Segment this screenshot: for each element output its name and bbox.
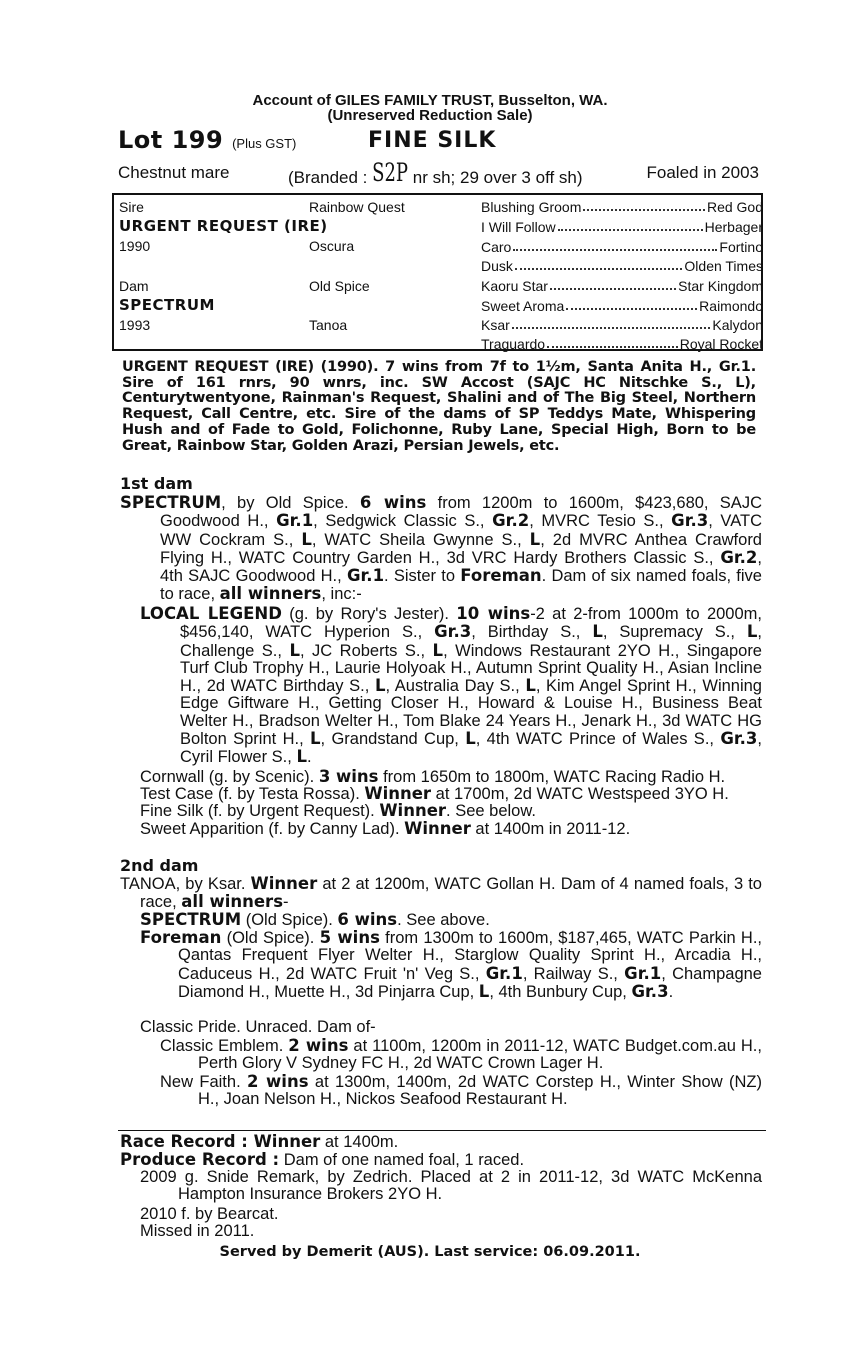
bold-run: L [432,640,444,660]
bold-run: Gr.3 [631,981,669,1001]
ancestor-row: Dusk Olden Times [481,258,763,274]
account-line: Account of GILES FAMILY TRUST, Busselton, WA. [252,92,608,109]
bold-run: Gr.1 [276,511,314,531]
ancestor-row: Ksar Kalydon [481,317,763,333]
text-run: . See below. [446,802,536,820]
bold-run: Gr.1 [485,963,523,983]
text-run: (Old Spice). [221,929,320,947]
dam-label: Dam [119,278,149,294]
progeny-test-case [140,785,780,803]
text-run: -2 at 2-from 1000m to 2000m, $456,140, WATC Hyperion S., [180,605,762,642]
horse-name: FINE SILK [368,128,497,153]
bold-run: Gr.3 [434,622,472,642]
text-run: , Challenge S., [180,623,762,660]
bold-run: Produce Record : [120,1150,280,1169]
bold-run: Winner [364,784,432,803]
text-run: . See above. [397,911,490,929]
bold-run: L [592,622,603,642]
text-run: (g. by Rory's Jester). [281,605,457,623]
bold-run: Gr.2 [720,547,758,567]
bold-run: 10 wins [456,604,531,623]
produce-2011 [140,1223,762,1240]
text-run: (Old Spice). [241,911,338,929]
bold-run: L [746,622,758,642]
text-run: Test Case (f. by Testa Rossa). [140,785,365,803]
progeny-sweet-apparition [140,820,780,838]
text-run: , JC Roberts S., [299,641,433,660]
bold-run: all winners [219,584,322,604]
text-run: , MVRC Tesio S., [529,512,672,531]
bold-run: Winner [404,819,471,838]
ancestor-row: Sweet Aroma Raimondo [481,298,763,314]
bold-run: all winners [181,892,284,912]
text-run: , inc:- [321,585,362,604]
text-run: at 2 at 1200m, WATC Gollan H. Dam of 4 named foals, 3 to race, [140,875,762,912]
bold-run: L [301,529,312,549]
grandprogeny-new-faith [160,1073,762,1109]
text-run: Classic Pride. Unraced. Dam of- [140,1018,376,1036]
progeny-cornwall [140,768,780,786]
bold-run: L [525,676,536,696]
ancestor-row: Traguardo Royal Rocket [481,336,763,352]
colour-sex: Chestnut mare [118,163,230,182]
text-run: , Supremacy S., [602,623,747,642]
section-divider [118,1130,766,1131]
bold-run: L [465,729,476,749]
text-run: , Australia Day S., [385,677,526,696]
bold-run: 6 wins [359,493,427,512]
text-run: , Cyril Flower S., [180,730,762,767]
second-dam-heading: 2nd dam [120,856,199,875]
text-run: TANOA, by Ksar. [120,875,251,893]
pedigree-table [112,193,763,351]
branded-prefix: (Branded : [288,168,368,187]
progeny-classic-pride [140,1019,762,1036]
text-run: , 4th Bunbury Cup, [489,982,632,1001]
bold-run: L [310,729,321,749]
service-note: Served by Demerit (AUS). Last service: 06.09.2011. [219,1244,641,1260]
text-run: Dam of one named foal, 1 raced. [279,1151,525,1169]
text-run: at 1400m in 2011-12. [470,820,631,838]
lot-number [118,126,296,154]
sale-note: (Unreserved Reduction Sale) [327,107,533,124]
text-run: , by Old Spice. [221,494,360,512]
text-run: 2010 f. by Bearcat. [140,1205,279,1223]
lot-label: Lot 199 [118,126,224,154]
text-run: , Birthday S., [471,623,593,642]
first-dam-heading: 1st dam [120,474,193,493]
text-run: , Grandstand Cup, [320,730,466,749]
bold-run: 2 wins [247,1072,309,1091]
bold-run: L [289,640,300,660]
ancestor-row: I Will Follow Herbager [481,219,763,235]
text-run: . [668,982,674,1001]
foaled-year: Foaled in 2003 [646,163,759,182]
text-run: at 1100m, 1200m in 2011-12, WATC Budget.com.au H., Perth Glory V Sydney FC H., 2d WATC Crown Lager H. [198,1037,762,1073]
progeny-spectrum [140,911,762,929]
bold-run: 5 wins [319,928,380,947]
text-run: Fine Silk (f. by Urgent Request). [140,802,380,820]
bold-run: L [374,676,386,696]
first-dam-paragraph [120,494,762,604]
bold-run: Gr.3 [671,511,709,531]
bold-run: Gr.1 [346,566,385,586]
bold-run: 2 wins [288,1036,349,1055]
text-run: at 1700m, 2d WATC Westspeed 3YO H. [431,785,729,803]
text-run: , WATC Sheila Gwynne S., [311,530,530,549]
text-run: , 4th SAJC Goodwood H., [160,548,762,586]
dam-sire: Old Spice [309,278,370,294]
dam-year: 1993 [119,317,151,333]
branded-suffix: nr sh; 29 over 3 off sh) [412,168,583,187]
sire-sire: Rainbow Quest [309,199,405,215]
produce-foal-2009 [140,1169,762,1204]
dam-name: SPECTRUM [119,296,215,314]
dam-dam: Tanoa [309,317,348,333]
text-run: , Windows Restaurant 2YO H., Singapore Turf Club Trophy H., Laurie Holyoak H., Autumn Sprint Quality H., Asian Incline H., 2d WATC Birthday S., [180,641,762,696]
brand-mark: S2P [372,158,409,189]
bold-run: Gr.3 [720,729,758,749]
sire-year: 1990 [119,238,151,254]
text-run: . Sister to [384,567,461,586]
sire-summary: URGENT REQUEST (IRE) (1990). 7 wins from 7f to 1½m, Santa Anita H., Gr.1. Sire of 161 rnrs, 90 wnrs, inc. SW Accost (SAJC HC Nitschke S., L), Centurytwentyone, Rainman's Request, Shalini and of The Big Steel, Northern Request, Call Centre, etc. Sire of the dams of SP Teddys Mate, Whispering Hush and of Fade to Gold, Folichonne, Ruby Lane, Special High, Born to be Great, Rainbow Star, Golden Arazi, Persian Jewels, etc. [122,359,756,454]
text-run: Sweet Apparition (f. by Canny Lad). [140,820,405,838]
bold-run: Foreman [140,928,222,947]
ancestor-row: Blushing Groom Red God [481,199,763,215]
ancestor-row: Kaoru Star Star Kingdom [481,278,763,294]
text-run: , Sedgwick Classic S., [313,512,493,531]
bold-run: 6 wins [337,910,398,929]
text-run: 2009 g. Snide Remark, by Zedrich. Placed at 2 in 2011-12, 3d WATC McKenna Hampton Insurance Brokers 2YO H. [140,1168,762,1204]
text-run: , VATC WW Cockram S., [160,512,762,549]
text-run: . [306,748,312,767]
bold-run: L [529,529,541,549]
sire-label: Sire [119,199,144,215]
bold-run: Winner [250,874,318,893]
text-run: , Kim Angel Sprint H., Winning Edge Giftware H., Getting Closer H., Howard & Louise H., Business Beat Welter H., Bradson Welter H., Tom Blake 24 Years H., Jenark H., 3d WATC HG Bolton Sprint H., [180,677,762,749]
text-run: at 1400m. [320,1133,399,1151]
text-run: Classic Emblem. [160,1037,289,1055]
text-run: at 1300m, 1400m, 2d WATC Corstep H., Winter Show (NZ) H., Joan Nelson H., Nickos Seafood Restaurant H. [198,1073,762,1109]
bold-run: SPECTRUM [140,910,242,929]
text-run: from 1300m to 1600m, $187,465, WATC Parkin H., Qantas Frequent Flyer Welter H., Starglow Quality Sprint H., Arcadia H., Caduceus H., 2d WATC Fruit 'n' Veg S., [178,929,762,983]
bold-run: Gr.2 [492,511,530,531]
produce-foal-2010 [140,1206,762,1223]
bold-run: L [296,747,307,767]
bold-run: Race Record : Winner [120,1132,321,1151]
bold-run: Gr.1 [624,963,662,983]
progeny-fine-silk [140,802,780,820]
sire-dam: Oscura [309,238,355,254]
produce-record [120,1151,762,1169]
text-run: . Dam of six named foals, five to race, [160,567,762,604]
brand-description [288,158,583,189]
bold-run: SPECTRUM [120,493,222,512]
bold-run: L [478,981,490,1001]
text-run: Missed in 2011. [140,1222,255,1240]
text-run: , 4th WATC Prince of Wales S., [475,730,721,749]
text-run: from 1200m to 1600m, $423,680, SAJC Goodwood H., [160,494,762,531]
text-run: from 1650m to 1800m, WATC Racing Radio H. [378,768,726,786]
text-run: - [283,893,289,912]
text-run: New Faith. [160,1073,248,1091]
bold-run: Winner [379,801,447,820]
race-record [120,1133,762,1151]
text-run: , 2d MVRC Anthea Crawford Flying H., WATC Country Garden H., 3d VRC Hardy Brothers Classic S., [160,530,762,567]
second-dam-paragraph [120,875,762,912]
ancestor-row: Caro Fortino [481,239,763,255]
bold-run: 3 wins [318,767,379,786]
sire-name: URGENT REQUEST (IRE) [119,217,328,235]
text-run: , Champagne Diamond H., Muette H., 3d Pinjarra Cup, [178,964,762,1001]
bold-run: LOCAL LEGEND [140,604,282,623]
progeny-local-legend [140,605,762,767]
progeny-foreman [140,929,762,1001]
bold-run: Foreman [460,566,542,586]
text-run: Cornwall (g. by Scenic). [140,768,319,786]
lot-tax-note: (Plus GST) [232,136,297,151]
grandprogeny-classic-emblem [160,1037,762,1073]
text-run: , Railway S., [522,964,625,983]
